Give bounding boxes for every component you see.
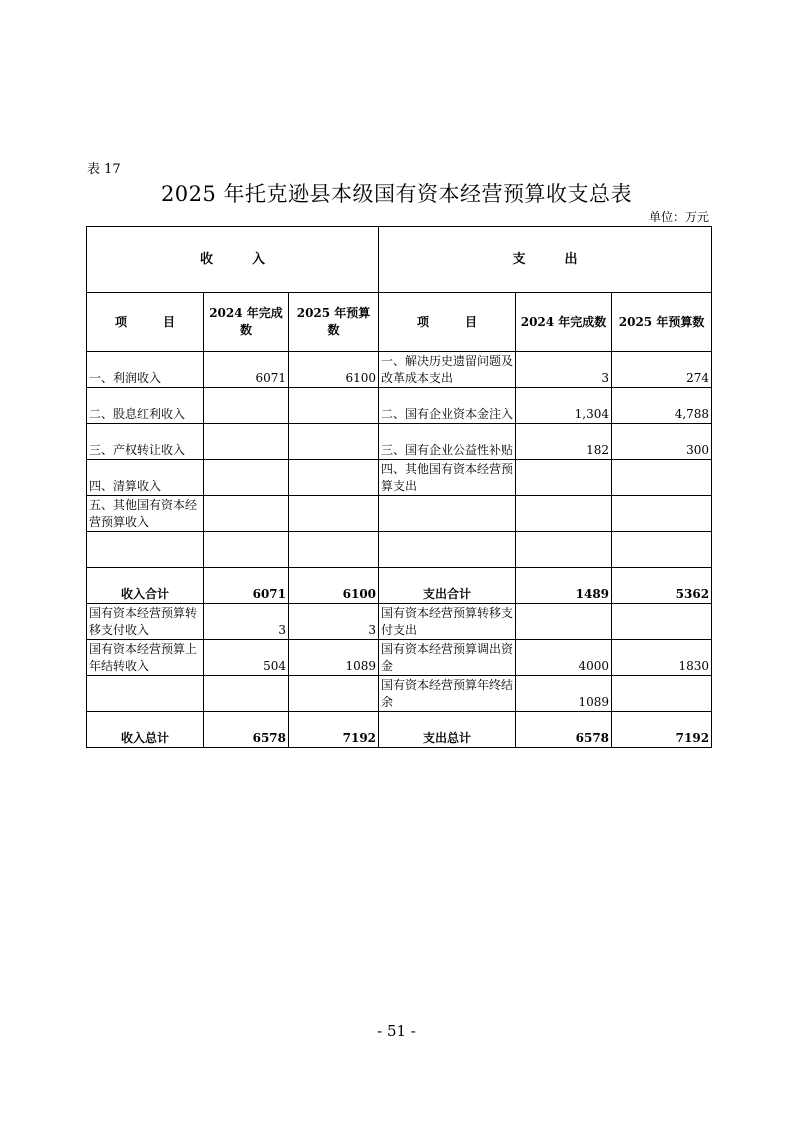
income-item-cell: 国有资本经营预算转移支付收入 [87, 604, 204, 640]
income-2024-cell [204, 388, 289, 424]
income-item-cell: 二、股息红利收入 [87, 388, 204, 424]
income-2024-cell [204, 676, 289, 712]
expense-2024-cell [516, 604, 612, 640]
income-item-cell: 四、清算收入 [87, 460, 204, 496]
expense-2024-cell: 4000 [516, 640, 612, 676]
expense-item-cell: 国有资本经营预算转移支付支出 [379, 604, 516, 640]
table-row [87, 352, 712, 388]
income-2025-cell [289, 424, 379, 460]
table-number: 表 17 [87, 162, 121, 177]
expense-2025-cell: 7192 [612, 712, 712, 748]
income-2024-cell [204, 496, 289, 532]
income-2025-cell [289, 496, 379, 532]
budget-table [86, 226, 712, 748]
income-2024-cell: 6071 [204, 352, 289, 388]
table-row [87, 532, 712, 568]
expense-2025-cell [612, 604, 712, 640]
income-2024-cell [204, 424, 289, 460]
income-item-cell: 收入合计 [87, 568, 204, 604]
expense-2025-cell: 274 [612, 352, 712, 388]
page-title: 2025 年托克逊县本级国有资本经营预算收支总表 [160, 182, 633, 206]
expense-2024-cell [516, 460, 612, 496]
income-2025-cell: 6100 [289, 568, 379, 604]
column-header-row [87, 293, 712, 352]
section-header-row [87, 227, 712, 293]
expense-section-header: 支 出 [379, 227, 712, 293]
expense-2024-cell: 3 [516, 352, 612, 388]
table-row [87, 604, 712, 640]
col-header-income-item: 项 目 [87, 293, 204, 352]
income-section-header: 收 入 [87, 227, 379, 293]
expense-2025-cell: 300 [612, 424, 712, 460]
page-number: - 51 - [377, 1022, 416, 1040]
income-item-cell [87, 676, 204, 712]
expense-item-cell: 国有资本经营预算调出资金 [379, 640, 516, 676]
income-2024-cell: 504 [204, 640, 289, 676]
expense-2024-cell: 6578 [516, 712, 612, 748]
expense-item-cell: 支出合计 [379, 568, 516, 604]
expense-item-cell: 二、国有企业资本金注入 [379, 388, 516, 424]
col-header-expense-2025: 2025 年预算数 [612, 293, 712, 352]
income-item-cell: 国有资本经营预算上年结转收入 [87, 640, 204, 676]
col-header-expense-2024: 2024 年完成数 [516, 293, 612, 352]
expense-item-cell: 三、国有企业公益性补贴 [379, 424, 516, 460]
expense-2025-cell: 1830 [612, 640, 712, 676]
expense-2025-cell [612, 676, 712, 712]
col-header-expense-item: 项 目 [379, 293, 516, 352]
income-2024-cell [204, 532, 289, 568]
expense-2025-cell [612, 460, 712, 496]
expense-2024-cell [516, 496, 612, 532]
income-2025-cell: 6100 [289, 352, 379, 388]
table-row [87, 496, 712, 532]
income-2024-cell: 3 [204, 604, 289, 640]
income-item-cell: 一、利润收入 [87, 352, 204, 388]
income-2025-cell [289, 676, 379, 712]
income-item-cell: 五、其他国有资本经营预算收入 [87, 496, 204, 532]
table-row [87, 640, 712, 676]
income-2025-cell: 7192 [289, 712, 379, 748]
total-row [87, 712, 712, 748]
income-2024-cell [204, 460, 289, 496]
expense-item-cell [379, 496, 516, 532]
income-2025-cell [289, 460, 379, 496]
income-2025-cell: 3 [289, 604, 379, 640]
table-row [87, 388, 712, 424]
income-item-cell: 收入总计 [87, 712, 204, 748]
expense-2024-cell [516, 532, 612, 568]
income-2025-cell: 1089 [289, 640, 379, 676]
income-2025-cell [289, 388, 379, 424]
col-header-income-2025: 2025 年预算数 [289, 293, 379, 352]
total-row [87, 568, 712, 604]
income-item-cell [87, 532, 204, 568]
expense-item-cell: 四、其他国有资本经营预算支出 [379, 460, 516, 496]
expense-item-cell: 一、解决历史遗留问题及改革成本支出 [379, 352, 516, 388]
table-row [87, 676, 712, 712]
expense-2025-cell: 5362 [612, 568, 712, 604]
expense-2025-cell: 4,788 [612, 388, 712, 424]
expense-2025-cell [612, 496, 712, 532]
income-item-cell: 三、产权转让收入 [87, 424, 204, 460]
expense-2024-cell: 1489 [516, 568, 612, 604]
expense-item-cell: 国有资本经营预算年终结余 [379, 676, 516, 712]
unit-label: 单位：万元 [648, 210, 709, 224]
income-2024-cell: 6071 [204, 568, 289, 604]
table-row [87, 460, 712, 496]
expense-2024-cell: 182 [516, 424, 612, 460]
expense-item-cell [379, 532, 516, 568]
expense-2025-cell [612, 532, 712, 568]
expense-2024-cell: 1089 [516, 676, 612, 712]
expense-2024-cell: 1,304 [516, 388, 612, 424]
income-2024-cell: 6578 [204, 712, 289, 748]
expense-item-cell: 支出总计 [379, 712, 516, 748]
income-2025-cell [289, 532, 379, 568]
table-row [87, 424, 712, 460]
col-header-income-2024: 2024 年完成数 [204, 293, 289, 352]
